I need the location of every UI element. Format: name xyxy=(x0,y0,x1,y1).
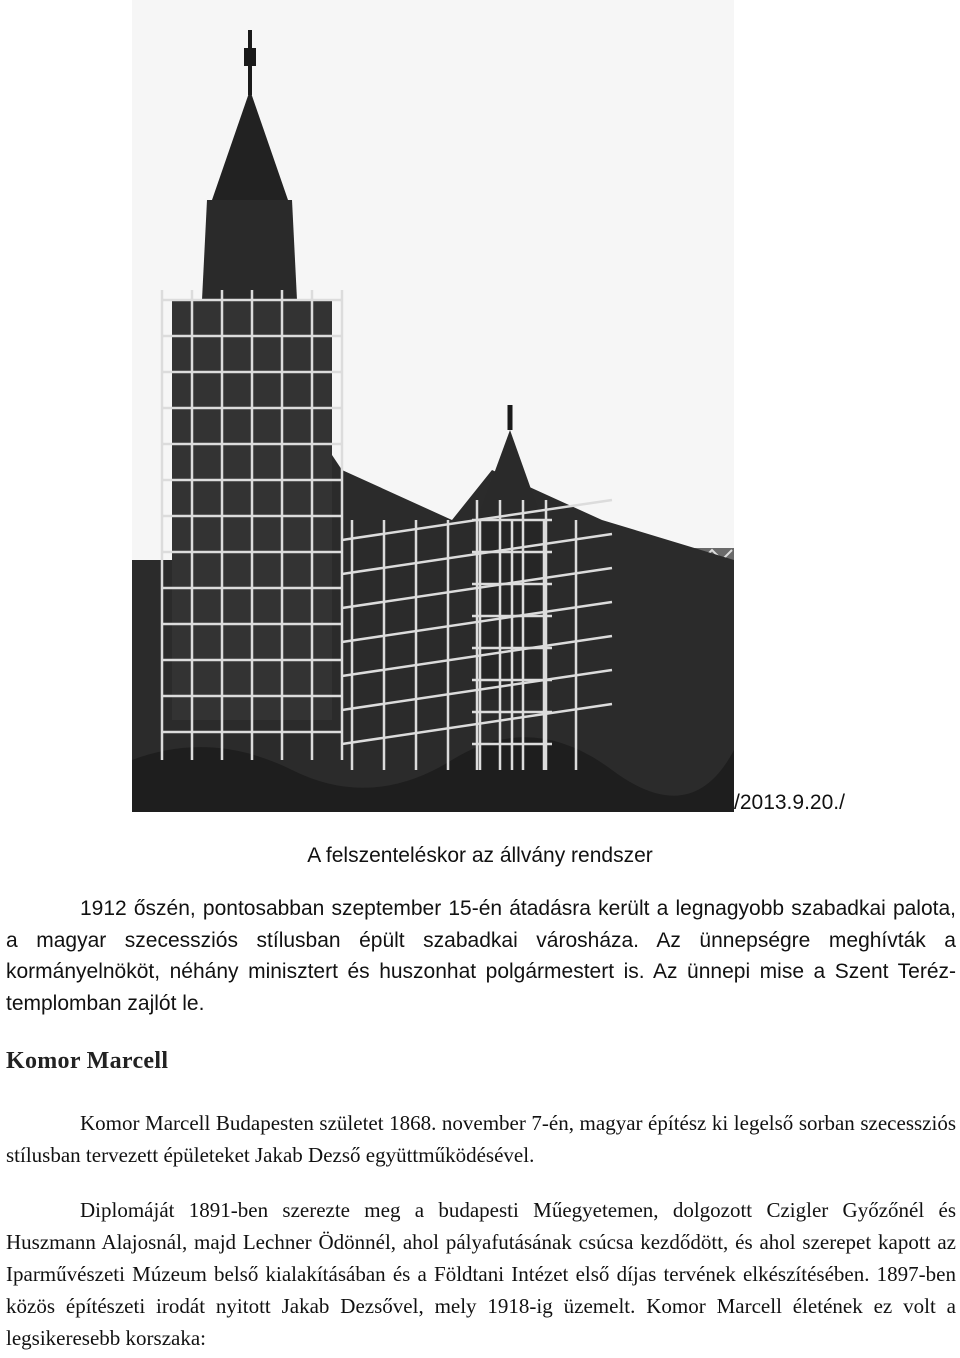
biography-paragraph-2: Diplomáját 1891-ben szerezte meg a budapesti Műegyetemen, dolgozott Czigler Győzőnél és Huszmann Alajosnál, majd Lechner Ödönnél, ahol pályafutásának csúcsa kezdődött, és ahol szerepet kapott az Iparművészeti Múzeum belső kialakításában és a Földtani Intézet első díjas tervének elkészítésében. 1897-ben közös építészeti irodát nyitott Jakab Dezsővel, mely 1918-ig üzemelt. Komor Marcell életének ez volt a legsikeresebb korszaka: xyxy=(6,1198,956,1350)
historical-photo xyxy=(132,0,734,812)
biography-paragraph-1: Komor Marcell Budapesten születet 1868. november 7-én, magyar építész ki legelső sorban szecessziós stílusban tervezett épületeket Jakab Dezső együttműködésével. xyxy=(6,1111,956,1167)
intro-paragraph: 1912 őszén, pontosabban szeptember 15-én átadásra került a legnagyobb szabadkai palota, a magyar szecessziós stílusban épült szabadkai városháza. Az ünnepségre meghívták a kormányelnököt, néhány minisztert és huszonhat polgármestert is. Az ünnepi mise a Szent Teréz-templomban zajlót le. xyxy=(6,897,956,1015)
photo-caption: A felszenteléskor az állvány rendszer xyxy=(307,844,653,867)
photo-scaffolding-tower-image xyxy=(132,0,734,812)
section-heading: Komor Marcell xyxy=(6,1048,169,1074)
photo-date-stamp: /2013.9.20./ xyxy=(734,791,845,814)
